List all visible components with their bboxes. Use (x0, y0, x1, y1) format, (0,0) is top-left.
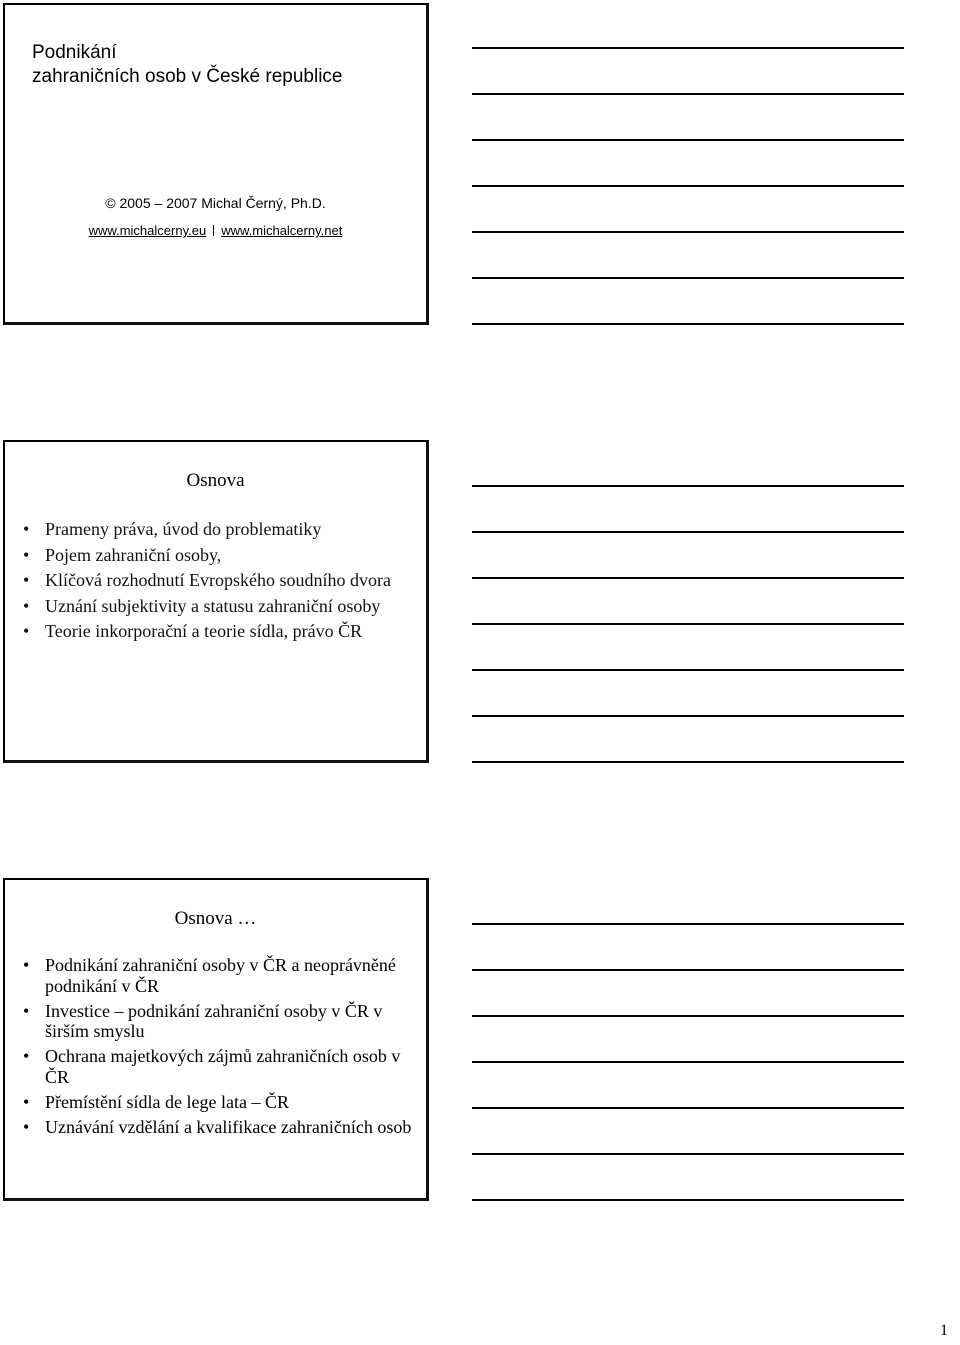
link-separator (213, 225, 214, 236)
website-link-eu[interactable]: www.michalcerny.eu (88, 223, 207, 238)
bullet-item: • Pojem zahraniční osoby, (45, 543, 415, 569)
note-line (472, 577, 904, 579)
bullet-item: • Uznávání vzdělání a kvalifikace zahraničních osob (45, 1117, 425, 1138)
note-line (472, 1153, 904, 1155)
slide-2-heading: Osnova (186, 470, 245, 491)
note-line (472, 277, 904, 279)
note-line (472, 923, 904, 925)
slide-3 (3, 878, 429, 1201)
note-line (472, 1107, 904, 1109)
slide-1 (3, 3, 429, 325)
note-line (472, 139, 904, 141)
note-line (472, 623, 904, 625)
note-line (472, 231, 904, 233)
bullet-item: • Investice – podnikání zahraniční osoby v ČR v širším smyslu (45, 1001, 425, 1042)
bullet-item: • Podnikání zahraniční osoby v ČR a neoprávněné podnikání v ČR (45, 955, 425, 996)
website-link-net[interactable]: www.michalcerny.net (221, 223, 343, 238)
note-line (472, 1061, 904, 1063)
slide-3-heading: Osnova … (174, 908, 257, 929)
author-links (5, 223, 426, 238)
note-line (472, 715, 904, 717)
bullet-item: • Přemístění sídla de lege lata – ČR (45, 1092, 425, 1113)
bullet-item: • Ochrana majetkových zájmů zahraničních osob v ČR (45, 1046, 425, 1087)
page-number: 1 (940, 1322, 948, 1339)
note-line (472, 93, 904, 95)
title-line-2: zahraničních osob v České republice (32, 66, 343, 87)
bullet-item: • Uznání subjektivity a statusu zahraniční osoby (45, 594, 415, 620)
copyright-line: © 2005 – 2007 Michal Černý, Ph.D. (105, 195, 326, 211)
note-line (472, 969, 904, 971)
note-line (472, 185, 904, 187)
note-line (472, 47, 904, 49)
slide-2 (3, 440, 429, 763)
slide-3-bullet-list (45, 955, 425, 1142)
note-line (472, 1199, 904, 1201)
note-line (472, 1015, 904, 1017)
bullet-item: • Prameny práva, úvod do problematiky (45, 517, 415, 543)
bullet-item: • Klíčová rozhodnutí Evropského soudního dvora (45, 568, 415, 594)
title-line-1: Podnikání (32, 42, 117, 63)
slide-1-title (32, 41, 343, 89)
note-line (472, 761, 904, 763)
bullet-item: • Teorie inkorporační a teorie sídla, právo ČR (45, 619, 415, 645)
slide-2-bullet-list (45, 517, 415, 645)
note-line (472, 485, 904, 487)
note-line (472, 323, 904, 325)
note-line (472, 531, 904, 533)
note-line (472, 669, 904, 671)
